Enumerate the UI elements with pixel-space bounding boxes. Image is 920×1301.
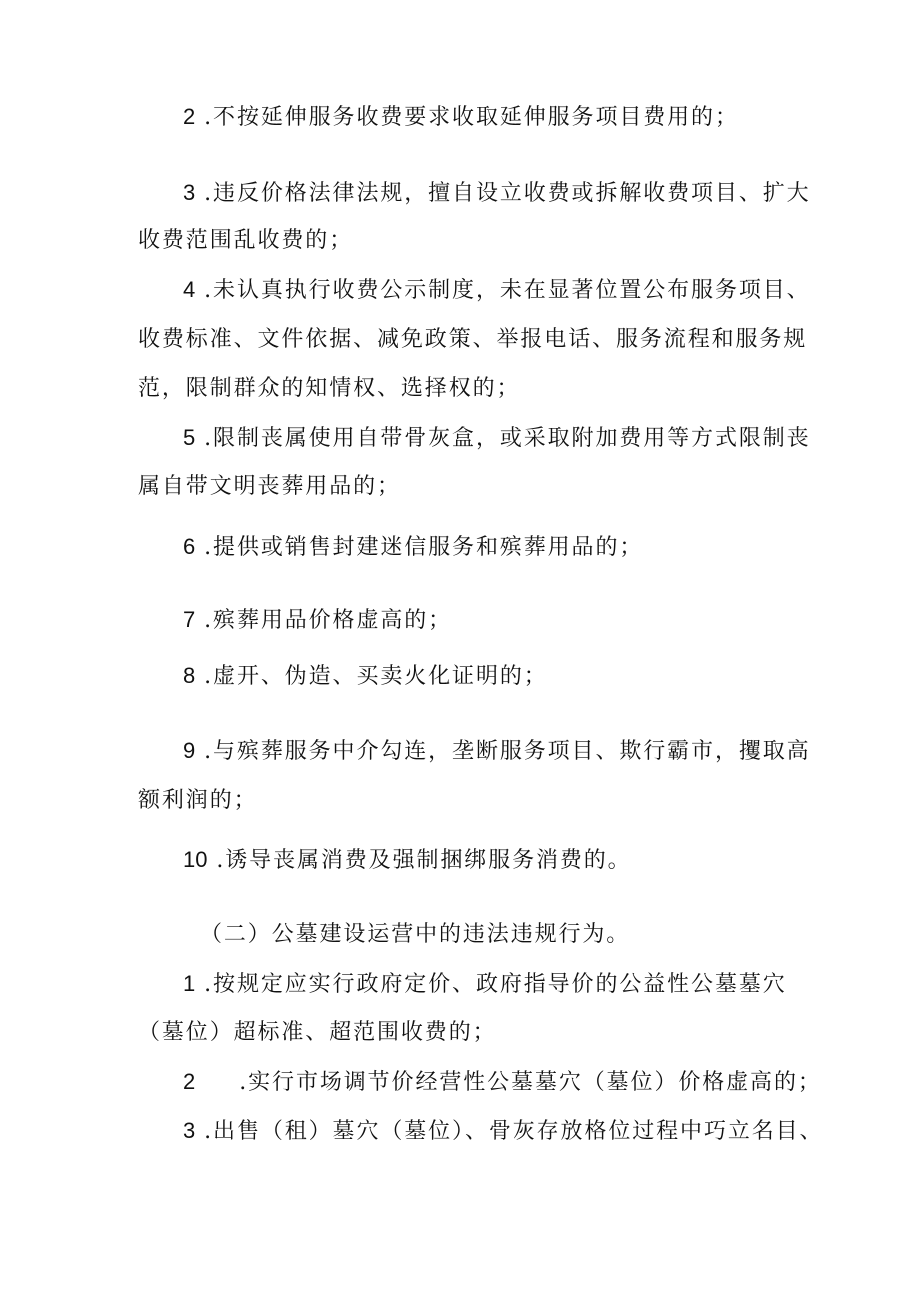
heading-text: （二）公墓建设运营中的违法违规行为。 <box>200 922 631 947</box>
item-number: 3 <box>183 1118 196 1143</box>
item-number: 2 <box>183 1069 196 1094</box>
item-text: .与殡葬服务中介勾连，垄断服务项目、欺行霸市，攫取高 <box>204 739 811 764</box>
list-item <box>183 275 811 306</box>
list-item <box>183 532 643 563</box>
list-item-continuation <box>138 472 401 502</box>
item-text: .诱导丧属消费及强制捆绑服务消费的。 <box>216 848 632 873</box>
list-item-continuation <box>138 325 807 355</box>
item-number: 6 <box>183 534 196 559</box>
item-text: .实行市场调节价经营性公墓墓穴（墓位）价格虚高的； <box>239 1070 822 1095</box>
list-item <box>183 661 548 692</box>
list-item-continuation <box>138 226 353 256</box>
item-number: 2 <box>183 104 196 129</box>
list-item <box>183 423 811 454</box>
item-number: 4 <box>183 277 196 302</box>
item-text: .殡葬用品价格虚高的； <box>204 608 453 633</box>
list-item <box>183 969 787 1000</box>
list-item-continuation <box>138 1018 497 1048</box>
item-text: .按规定应实行政府定价、政府指导价的公益性公墓墓穴 <box>204 972 787 997</box>
item-text: .出售（租）墓穴（墓位）、骨灰存放格位过程中巧立名目、 <box>204 1119 824 1144</box>
item-text: .限制丧属使用自带骨灰盒，或采取附加费用等方式限制丧 <box>204 426 811 451</box>
section-heading <box>200 920 630 950</box>
item-text: 范，限制群众的知情权、选择权的； <box>138 376 521 401</box>
list-item <box>183 1116 823 1147</box>
item-text: .提供或销售封建迷信服务和殡葬用品的； <box>204 535 644 560</box>
item-text: .未认真执行收费公示制度，未在显著位置公布服务项目、 <box>204 278 811 303</box>
item-number: 10 <box>183 847 208 872</box>
item-text: .不按延伸服务收费要求收取延伸服务项目费用的； <box>204 105 739 130</box>
list-item <box>183 736 811 767</box>
list-item <box>183 1067 822 1098</box>
list-item <box>183 605 452 636</box>
item-number: 9 <box>183 738 196 763</box>
item-number: 5 <box>183 425 196 450</box>
item-text: .虚开、伪造、买卖火化证明的； <box>204 664 548 689</box>
item-text: （墓位）超标准、超范围收费的； <box>138 1020 497 1045</box>
list-item <box>183 845 632 876</box>
item-number: 7 <box>183 607 196 632</box>
list-item-continuation <box>138 786 258 816</box>
item-text: .违反价格法律法规，擅自设立收费或拆解收费项目、扩大 <box>204 181 811 206</box>
item-number: 3 <box>183 180 196 205</box>
list-item <box>183 102 739 133</box>
item-text: 收费标准、文件依据、减免政策、举报电话、服务流程和服务规 <box>138 327 808 352</box>
list-item <box>183 178 811 209</box>
list-item-continuation <box>138 374 520 404</box>
item-number: 1 <box>183 971 196 996</box>
item-text: 额利润的； <box>138 788 258 813</box>
item-text: 收费范围乱收费的； <box>138 228 354 253</box>
item-number: 8 <box>183 663 196 688</box>
item-text: 属自带文明丧葬用品的； <box>138 474 401 499</box>
